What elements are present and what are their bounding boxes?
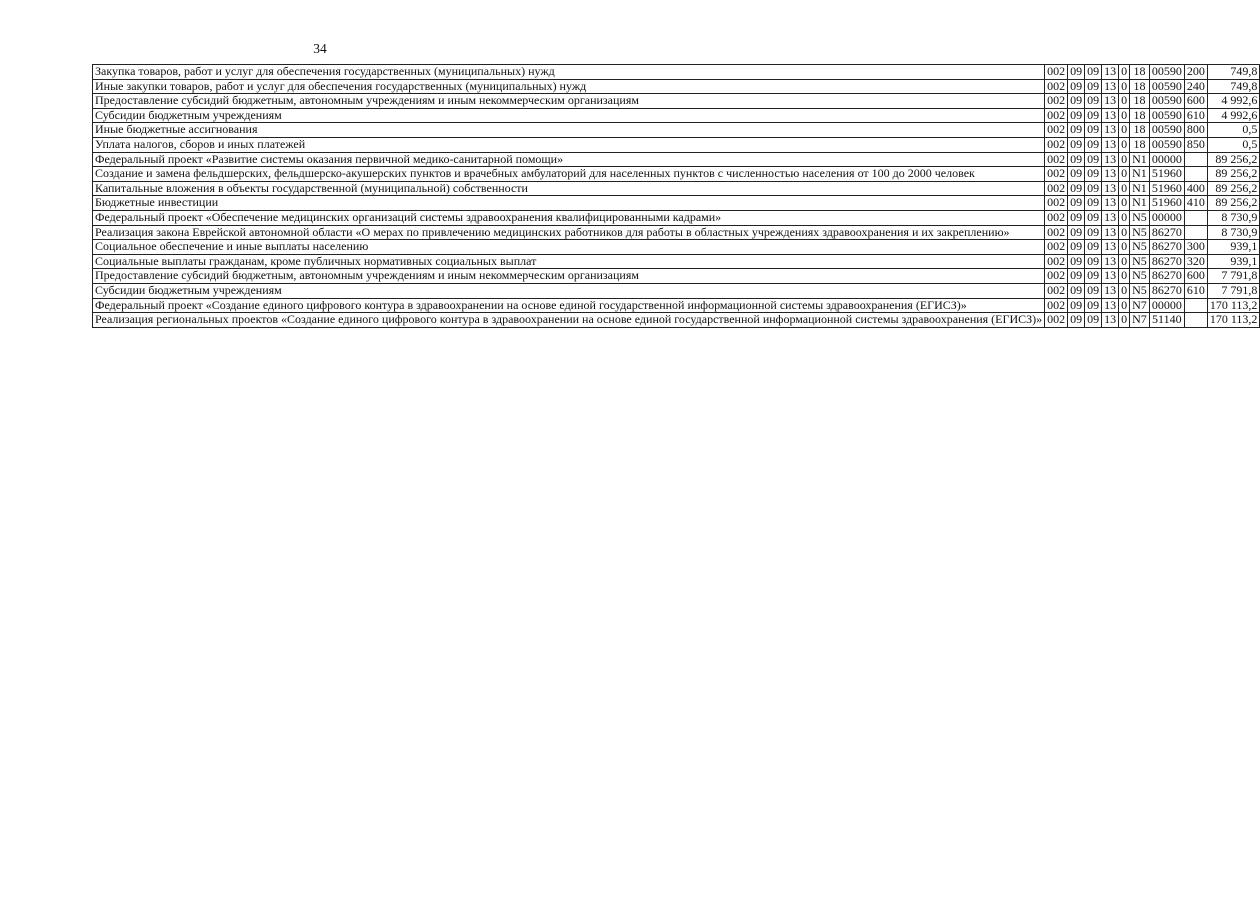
subsection-code: 09	[1085, 210, 1102, 225]
expense-type-code	[1184, 167, 1207, 182]
ministry-code: 002	[1045, 196, 1068, 211]
section-code: 09	[1068, 167, 1085, 182]
table-row	[93, 79, 1260, 94]
section-code: 09	[1068, 79, 1085, 94]
subsection-code: 09	[1085, 196, 1102, 211]
section-code: 09	[1068, 225, 1085, 240]
subsection-code: 09	[1085, 269, 1102, 284]
ministry-code: 002	[1045, 108, 1068, 123]
table-row	[93, 254, 1260, 269]
table-row	[93, 269, 1260, 284]
section-code: 09	[1068, 65, 1085, 80]
ministry-code: 002	[1045, 79, 1068, 94]
direction-code: 00590	[1149, 79, 1184, 94]
direction-code: 00590	[1149, 123, 1184, 138]
row-name: Закупка товаров, работ и услуг для обеспечения государственных (муниципальных) нужд	[93, 65, 1045, 80]
amount: 939,1	[1207, 254, 1260, 269]
project-code: N1	[1130, 196, 1150, 211]
section-code: 09	[1068, 123, 1085, 138]
subprogram-code: 0	[1119, 313, 1130, 328]
table-row	[93, 108, 1260, 123]
subprogram-code: 0	[1119, 152, 1130, 167]
ministry-code: 002	[1045, 283, 1068, 298]
expense-type-code	[1184, 225, 1207, 240]
project-code: 18	[1130, 65, 1150, 80]
program-code: 13	[1102, 313, 1119, 328]
row-name: Федеральный проект «Создание единого цифрового контура в здравоохранении на основе единой государственной информационной системы здравоохранения (ЕГИСЗ)»	[93, 298, 1045, 313]
direction-code: 86270	[1149, 269, 1184, 284]
program-code: 13	[1102, 108, 1119, 123]
subsection-code: 09	[1085, 137, 1102, 152]
table-body	[93, 65, 1260, 328]
subsection-code: 09	[1085, 298, 1102, 313]
row-name: Иные бюджетные ассигнования	[93, 123, 1045, 138]
project-code: N1	[1130, 181, 1150, 196]
subprogram-code: 0	[1119, 65, 1130, 80]
subsection-code: 09	[1085, 181, 1102, 196]
ministry-code: 002	[1045, 181, 1068, 196]
direction-code: 00590	[1149, 65, 1184, 80]
expense-type-code: 600	[1184, 269, 1207, 284]
subprogram-code: 0	[1119, 137, 1130, 152]
subprogram-code: 0	[1119, 225, 1130, 240]
expense-type-code: 800	[1184, 123, 1207, 138]
row-name: Предоставление субсидий бюджетным, автономным учреждениям и иным некоммерческим организациям	[93, 94, 1045, 109]
direction-code: 00590	[1149, 137, 1184, 152]
table-row	[93, 196, 1260, 211]
table-row	[93, 137, 1260, 152]
subprogram-code: 0	[1119, 181, 1130, 196]
amount: 4 992,6	[1207, 94, 1260, 109]
expense-type-code: 240	[1184, 79, 1207, 94]
subsection-code: 09	[1085, 283, 1102, 298]
direction-code: 86270	[1149, 225, 1184, 240]
subprogram-code: 0	[1119, 79, 1130, 94]
ministry-code: 002	[1045, 313, 1068, 328]
ministry-code: 002	[1045, 240, 1068, 255]
ministry-code: 002	[1045, 137, 1068, 152]
subsection-code: 09	[1085, 240, 1102, 255]
expense-type-code: 320	[1184, 254, 1207, 269]
amount: 170 113,2	[1207, 313, 1260, 328]
direction-code: 51960	[1149, 196, 1184, 211]
ministry-code: 002	[1045, 254, 1068, 269]
program-code: 13	[1102, 65, 1119, 80]
expense-type-code: 610	[1184, 108, 1207, 123]
section-code: 09	[1068, 269, 1085, 284]
expense-type-code: 850	[1184, 137, 1207, 152]
program-code: 13	[1102, 269, 1119, 284]
subsection-code: 09	[1085, 152, 1102, 167]
project-code: N5	[1130, 283, 1150, 298]
amount: 749,8	[1207, 65, 1260, 80]
section-code: 09	[1068, 94, 1085, 109]
table-row	[93, 210, 1260, 225]
subprogram-code: 0	[1119, 210, 1130, 225]
table-row	[93, 65, 1260, 80]
expense-type-code	[1184, 210, 1207, 225]
direction-code: 00000	[1149, 152, 1184, 167]
ministry-code: 002	[1045, 167, 1068, 182]
ministry-code: 002	[1045, 123, 1068, 138]
ministry-code: 002	[1045, 94, 1068, 109]
program-code: 13	[1102, 167, 1119, 182]
table-row	[93, 225, 1260, 240]
row-name: Уплата налогов, сборов и иных платежей	[93, 137, 1045, 152]
expense-type-code: 600	[1184, 94, 1207, 109]
program-code: 13	[1102, 254, 1119, 269]
section-code: 09	[1068, 181, 1085, 196]
expense-type-code: 400	[1184, 181, 1207, 196]
project-code: 18	[1130, 123, 1150, 138]
direction-code: 51140	[1149, 313, 1184, 328]
row-name: Капитальные вложения в объекты государственной (муниципальной) собственности	[93, 181, 1045, 196]
amount: 749,8	[1207, 79, 1260, 94]
project-code: N1	[1130, 152, 1150, 167]
table-row	[93, 313, 1260, 328]
section-code: 09	[1068, 108, 1085, 123]
table-row	[93, 240, 1260, 255]
project-code: 18	[1130, 108, 1150, 123]
table-row	[93, 123, 1260, 138]
program-code: 13	[1102, 225, 1119, 240]
section-code: 09	[1068, 152, 1085, 167]
subprogram-code: 0	[1119, 94, 1130, 109]
table-row	[93, 181, 1260, 196]
project-code: N5	[1130, 240, 1150, 255]
expense-type-code: 300	[1184, 240, 1207, 255]
section-code: 09	[1068, 240, 1085, 255]
amount: 89 256,2	[1207, 152, 1260, 167]
program-code: 13	[1102, 123, 1119, 138]
program-code: 13	[1102, 181, 1119, 196]
direction-code: 86270	[1149, 283, 1184, 298]
subprogram-code: 0	[1119, 123, 1130, 138]
expense-type-code	[1184, 313, 1207, 328]
amount: 939,1	[1207, 240, 1260, 255]
amount: 8 730,9	[1207, 210, 1260, 225]
project-code: 18	[1130, 79, 1150, 94]
amount: 89 256,2	[1207, 196, 1260, 211]
subsection-code: 09	[1085, 225, 1102, 240]
section-code: 09	[1068, 254, 1085, 269]
subsection-code: 09	[1085, 94, 1102, 109]
row-name: Субсидии бюджетным учреждениям	[93, 108, 1045, 123]
section-code: 09	[1068, 298, 1085, 313]
expense-type-code: 200	[1184, 65, 1207, 80]
amount: 89 256,2	[1207, 181, 1260, 196]
subprogram-code: 0	[1119, 298, 1130, 313]
ministry-code: 002	[1045, 152, 1068, 167]
amount: 7 791,8	[1207, 283, 1260, 298]
direction-code: 86270	[1149, 254, 1184, 269]
program-code: 13	[1102, 152, 1119, 167]
section-code: 09	[1068, 196, 1085, 211]
ministry-code: 002	[1045, 225, 1068, 240]
project-code: N5	[1130, 210, 1150, 225]
table-row	[93, 283, 1260, 298]
program-code: 13	[1102, 240, 1119, 255]
amount: 0,5	[1207, 123, 1260, 138]
amount: 0,5	[1207, 137, 1260, 152]
program-code: 13	[1102, 298, 1119, 313]
row-name: Реализация региональных проектов «Создание единого цифрового контура в здравоохранении на основе единой государственной информационной системы здравоохранения (ЕГИСЗ)»	[93, 313, 1045, 328]
subprogram-code: 0	[1119, 240, 1130, 255]
section-code: 09	[1068, 137, 1085, 152]
direction-code: 51960	[1149, 167, 1184, 182]
row-name: Федеральный проект «Развитие системы оказания первичной медико-санитарной помощи»	[93, 152, 1045, 167]
subsection-code: 09	[1085, 65, 1102, 80]
subsection-code: 09	[1085, 108, 1102, 123]
direction-code: 51960	[1149, 181, 1184, 196]
table-row	[93, 298, 1260, 313]
project-code: 18	[1130, 137, 1150, 152]
project-code: N1	[1130, 167, 1150, 182]
section-code: 09	[1068, 313, 1085, 328]
row-name: Создание и замена фельдшерских, фельдшерско-акушерских пунктов и врачебных амбулаторий для населенных пунктов с численностью населения от 100 до 2000 человек	[93, 167, 1045, 182]
program-code: 13	[1102, 79, 1119, 94]
project-code: N5	[1130, 269, 1150, 284]
program-code: 13	[1102, 283, 1119, 298]
row-name: Социальное обеспечение и иные выплаты населению	[93, 240, 1045, 255]
section-code: 09	[1068, 210, 1085, 225]
direction-code: 00000	[1149, 298, 1184, 313]
subsection-code: 09	[1085, 313, 1102, 328]
project-code: N5	[1130, 225, 1150, 240]
page-number: 34	[313, 41, 327, 56]
program-code: 13	[1102, 137, 1119, 152]
direction-code: 86270	[1149, 240, 1184, 255]
row-name: Социальные выплаты гражданам, кроме публичных нормативных социальных выплат	[93, 254, 1045, 269]
ministry-code: 002	[1045, 210, 1068, 225]
project-code: N5	[1130, 254, 1150, 269]
budget-table	[92, 64, 1260, 328]
program-code: 13	[1102, 210, 1119, 225]
direction-code: 00000	[1149, 210, 1184, 225]
subsection-code: 09	[1085, 254, 1102, 269]
program-code: 13	[1102, 196, 1119, 211]
row-name: Реализация закона Еврейской автономной области «О мерах по привлечению медицинских работников для работы в областных учреждениях здравоохранения и их закреплению»	[93, 225, 1045, 240]
amount: 8 730,9	[1207, 225, 1260, 240]
row-name: Бюджетные инвестиции	[93, 196, 1045, 211]
subsection-code: 09	[1085, 167, 1102, 182]
direction-code: 00590	[1149, 94, 1184, 109]
amount: 7 791,8	[1207, 269, 1260, 284]
ministry-code: 002	[1045, 298, 1068, 313]
project-code: 18	[1130, 94, 1150, 109]
subprogram-code: 0	[1119, 167, 1130, 182]
direction-code: 00590	[1149, 108, 1184, 123]
expense-type-code: 410	[1184, 196, 1207, 211]
subprogram-code: 0	[1119, 196, 1130, 211]
subprogram-code: 0	[1119, 269, 1130, 284]
subprogram-code: 0	[1119, 108, 1130, 123]
subsection-code: 09	[1085, 123, 1102, 138]
table-row	[93, 94, 1260, 109]
section-code: 09	[1068, 283, 1085, 298]
amount: 170 113,2	[1207, 298, 1260, 313]
row-name: Субсидии бюджетным учреждениям	[93, 283, 1045, 298]
subsection-code: 09	[1085, 79, 1102, 94]
expense-type-code: 610	[1184, 283, 1207, 298]
expense-type-code	[1184, 298, 1207, 313]
subprogram-code: 0	[1119, 254, 1130, 269]
project-code: N7	[1130, 313, 1150, 328]
row-name: Федеральный проект «Обеспечение медицинских организаций системы здравоохранения квалифицированными кадрами»	[93, 210, 1045, 225]
row-name: Иные закупки товаров, работ и услуг для обеспечения государственных (муниципальных) нужд	[93, 79, 1045, 94]
amount: 89 256,2	[1207, 167, 1260, 182]
expense-type-code	[1184, 152, 1207, 167]
subprogram-code: 0	[1119, 283, 1130, 298]
ministry-code: 002	[1045, 65, 1068, 80]
program-code: 13	[1102, 94, 1119, 109]
table-row	[93, 152, 1260, 167]
amount: 4 992,6	[1207, 108, 1260, 123]
ministry-code: 002	[1045, 269, 1068, 284]
row-name: Предоставление субсидий бюджетным, автономным учреждениям и иным некоммерческим организациям	[93, 269, 1045, 284]
table-row	[93, 167, 1260, 182]
project-code: N7	[1130, 298, 1150, 313]
